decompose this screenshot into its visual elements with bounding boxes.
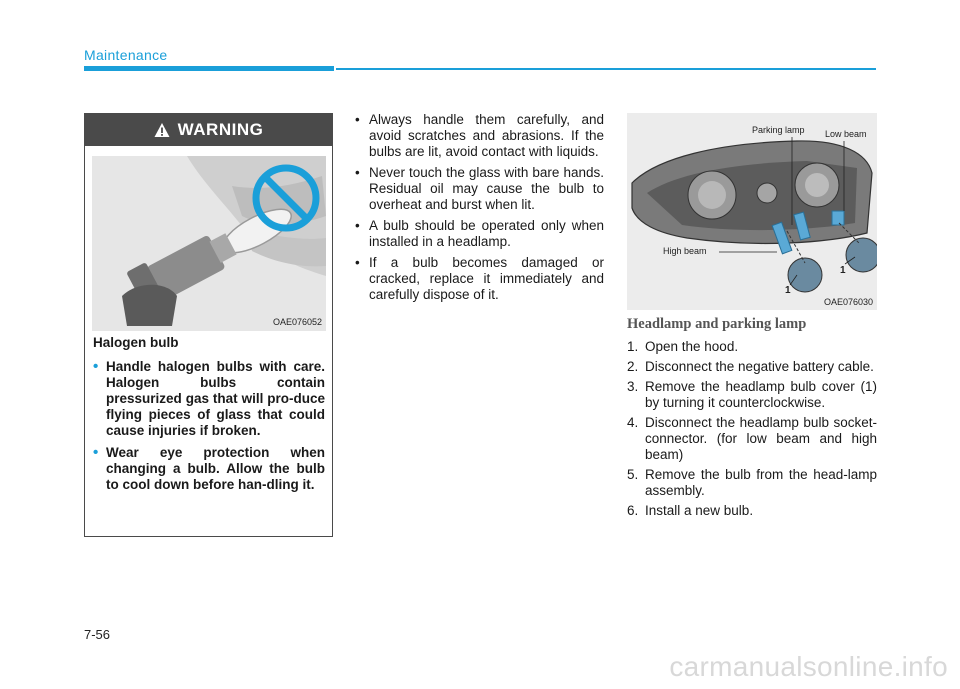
- bullet-item: • Never touch the glass with bare hands. Residual oil may cause the bulb to overheat and burst when lit.: [353, 165, 604, 213]
- page-number: 7-56: [84, 627, 111, 642]
- label-high-beam: High beam: [663, 246, 707, 256]
- step-text: Remove the bulb from the head-lamp assembly.: [645, 467, 877, 498]
- step-item: [627, 415, 877, 463]
- step-item: [627, 339, 877, 355]
- label-low-beam: Low beam: [825, 129, 867, 139]
- step-text: Open the hood.: [645, 339, 739, 354]
- procedure-title: Headlamp and parking lamp: [627, 316, 807, 332]
- label-cover-1a: 1: [785, 285, 791, 296]
- watermark: carmanualsonline.info: [669, 651, 948, 682]
- step-number: 2.: [627, 359, 639, 374]
- step-text: Install a new bulb.: [645, 503, 754, 518]
- warning-subtitle: Halogen bulb: [93, 335, 179, 350]
- bullet-item: • If a bulb becomes damaged or cracked, replace it immediately and carefully dispose of it.: [353, 255, 604, 303]
- step-item: [627, 503, 877, 519]
- step-number: 1.: [627, 339, 639, 354]
- step-text: Remove the headlamp bulb cover (1) by turning it counterclockwise.: [645, 379, 877, 410]
- warning-box: [84, 113, 333, 537]
- step-number: 4.: [627, 415, 639, 430]
- warning-image-code: OAE076052: [272, 317, 322, 327]
- step-item: [627, 379, 877, 411]
- warning-triangle-icon: [154, 122, 170, 138]
- headlamp-figure: [627, 113, 877, 310]
- figure-code: OAE076030: [823, 297, 873, 307]
- step-item: [627, 359, 877, 375]
- warning-title: WARNING: [177, 120, 264, 139]
- procedure-steps: [627, 339, 877, 519]
- step-number: 5.: [627, 467, 639, 482]
- bullet-item: • A bulb should be operated only when installed in a headlamp.: [353, 218, 604, 250]
- handling-bullets: [353, 112, 604, 308]
- warning-header: [85, 114, 332, 146]
- header-rule-thick: [84, 66, 334, 71]
- warning-list: [93, 359, 325, 499]
- step-text: Disconnect the headlamp bulb socket-connector. (for low beam and high beam): [645, 415, 877, 462]
- step-item: [627, 467, 877, 499]
- procedure-section: [627, 316, 877, 523]
- step-number: 6.: [627, 503, 639, 518]
- label-parking-lamp: Parking lamp: [752, 125, 805, 135]
- bullet-item: • Always handle them carefully, and avoid scratches and abrasions. If the bulbs are lit, avoid contact with liquids.: [353, 112, 604, 160]
- warning-item: • Handle halogen bulbs with care. Halogen bulbs contain pressurized gas that will pro-duce flying pieces of glass that could cause injuries if broken.: [93, 359, 325, 439]
- step-text: Disconnect the negative battery cable.: [645, 359, 874, 374]
- header-rule-thin: [336, 68, 876, 70]
- warning-item: • Wear eye protection when changing a bulb. Allow the bulb to cool down before han-dling it.: [93, 445, 325, 493]
- halogen-bulb-image: [92, 156, 326, 331]
- step-number: 3.: [627, 379, 639, 394]
- label-cover-1b: 1: [840, 265, 846, 276]
- section-title: Maintenance: [84, 47, 168, 63]
